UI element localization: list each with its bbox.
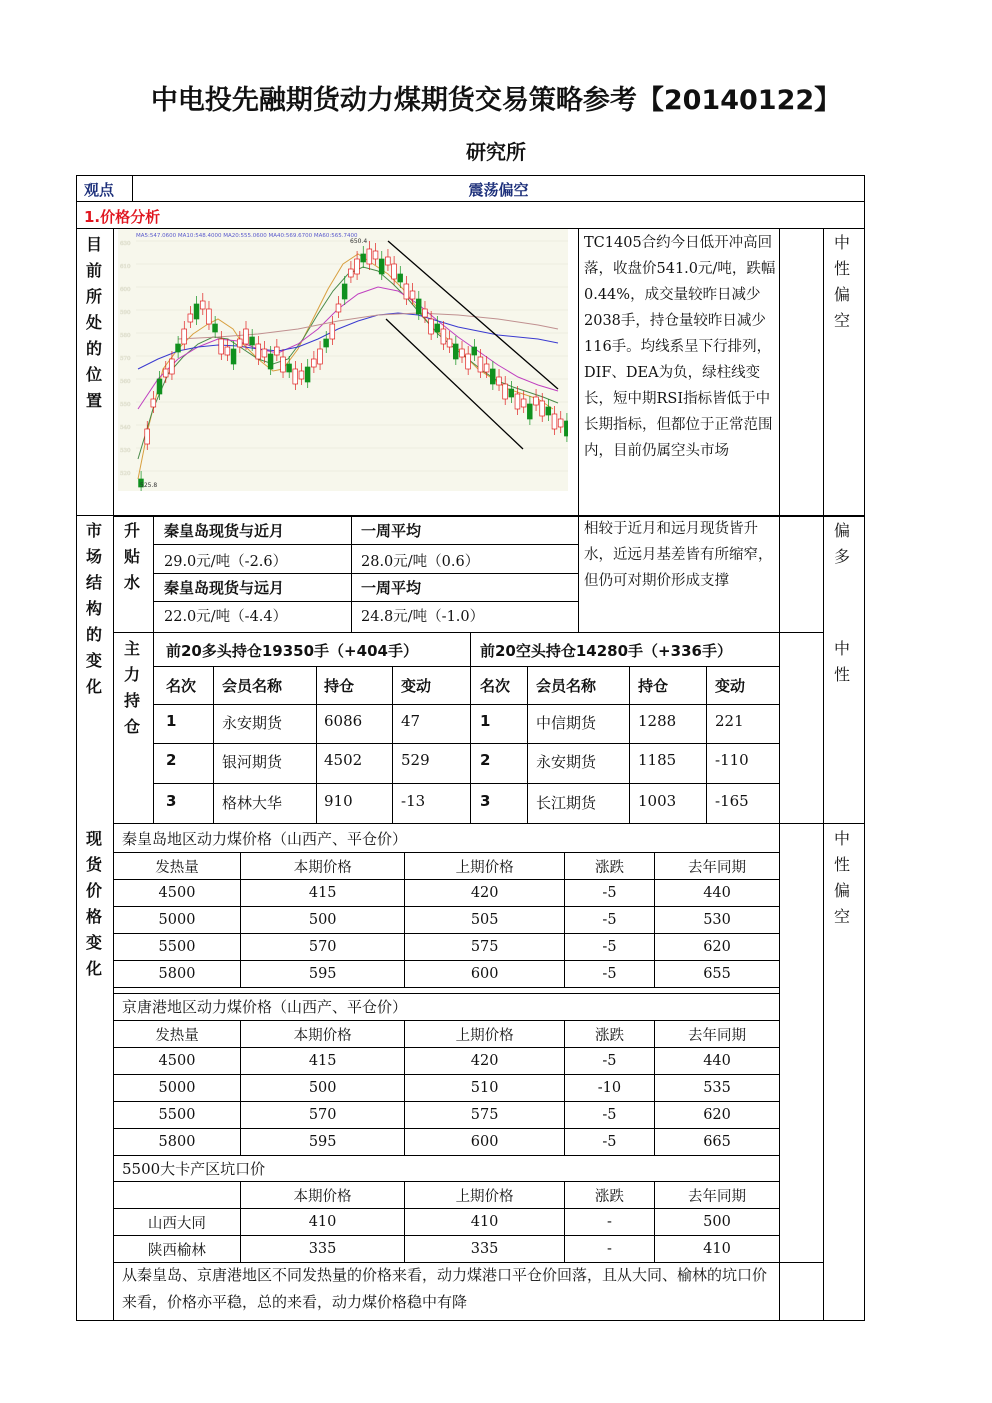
far-label: 秦皇岛现货与远月 (164, 579, 285, 597)
holding-col-member-short: 会员名称 (536, 677, 597, 695)
table-cell: - (564, 1236, 654, 1263)
mine-title: 5500大卡产区坑口价 (122, 1160, 266, 1178)
table-row (114, 961, 780, 988)
chart-y-tick: 540 (120, 425, 131, 431)
candle-body (515, 394, 520, 409)
candle-body (527, 404, 532, 419)
table-cell: -5 (564, 1102, 654, 1129)
candle-body (268, 354, 273, 369)
candle-body (281, 357, 286, 372)
candle-body (398, 274, 403, 282)
candle-body (447, 339, 452, 347)
candle-body (274, 347, 279, 355)
candle-body (231, 349, 236, 364)
candle-body (472, 347, 477, 355)
holding-cell: 1 (166, 712, 177, 730)
holding-cell: 47 (401, 712, 421, 730)
chart-y-tick: 610 (120, 264, 131, 270)
candle-body (182, 329, 187, 344)
candle-body (361, 254, 366, 262)
table-cell: -5 (564, 1129, 654, 1156)
candle-body (466, 354, 471, 369)
candle-body (484, 364, 489, 372)
table-cell: 5000 (114, 907, 241, 934)
table-cell: -5 (564, 880, 654, 907)
candle-body (176, 344, 181, 352)
qhd-title: 秦皇岛地区动力煤价格（山西产、平仓价） (122, 830, 408, 848)
holding-cell: 格林大华 (222, 794, 283, 812)
near-label: 秦皇岛现货与近月 (164, 522, 285, 540)
table-cell: 5000 (114, 1075, 241, 1102)
table-cell: 4500 (114, 1048, 241, 1075)
table-cell: -5 (564, 1048, 654, 1075)
mine-price-table (113, 1181, 780, 1263)
holding-col-position-short: 持仓 (638, 677, 669, 695)
table-header-cell: 上期价格 (405, 853, 565, 880)
table-header-cell: 涨跌 (564, 1021, 654, 1048)
near-value: 29.0元/吨（-2.6） (164, 554, 288, 570)
candle-body (453, 344, 458, 359)
candle-body (262, 349, 267, 357)
chart-y-tick: 550 (120, 402, 131, 408)
table-cell: 410 (655, 1236, 780, 1263)
table-cell: 440 (655, 880, 780, 907)
table-cell: 5800 (114, 1129, 241, 1156)
candle-body (318, 349, 323, 364)
candle-body (244, 329, 249, 344)
position-analysis: TC1405合约今日低开冲高回落，收盘价541.0元/吨，跌幅0.44%，成交量较昨日减少2038手，持仓量较昨日减少116手。均线系呈下行排列，DIF、DEA为负，绿柱线变长，短中期RSI指标皆低于中长期指标，但都位于正常范围内，目前仍属空头市场 (584, 235, 776, 459)
section-price-analysis: 1.价格分析 (84, 208, 161, 226)
candle-body (379, 259, 384, 274)
candle-body (299, 371, 304, 379)
table-cell: 440 (655, 1048, 780, 1075)
long-header: 前20多头持仓19350手（+404手） (166, 642, 418, 660)
candle-body (373, 251, 378, 259)
jtg-title: 京唐港地区动力煤价格（山西产、平仓价） (122, 998, 408, 1016)
view-label: 观点 (84, 181, 115, 199)
table-cell: 415 (240, 1048, 404, 1075)
chart-y-tick: 560 (120, 379, 131, 385)
table-header-cell (114, 1182, 241, 1209)
candle-body (422, 309, 427, 317)
candle-body (256, 344, 261, 359)
candle-body (509, 389, 514, 397)
candle-body (293, 369, 298, 384)
holding-rating: 中性 (833, 639, 850, 684)
table-cell: 535 (655, 1075, 780, 1102)
table-row (114, 934, 780, 961)
chart-y-tick: 520 (120, 471, 131, 477)
candle-body (534, 397, 539, 405)
holding-cell: 2 (166, 751, 177, 769)
table-header-cell: 本期价格 (240, 1182, 405, 1209)
table-row (114, 1236, 780, 1263)
table-cell: 620 (655, 934, 780, 961)
position-rating: 中性偏空 (833, 233, 850, 330)
position-label: 目前所处的位置 (85, 235, 102, 410)
holding-col-change-short: 变动 (715, 677, 746, 695)
candle-body (416, 299, 421, 314)
candlestick-chart (118, 229, 568, 491)
table-cell: 570 (240, 1102, 404, 1129)
holding-cell: 529 (401, 751, 430, 769)
spot-summary: 从秦皇岛、京唐港地区不同发热量的价格来看，动力煤港口平仓价回落，且从大同、榆林的坑口价来看，价格亦平稳，总的来看，动力煤价格稳中有降 (122, 1266, 768, 1311)
jtg-price-table (113, 1020, 780, 1156)
candle-body (342, 284, 347, 299)
holding-cell: 3 (166, 792, 177, 810)
table-cell: 665 (655, 1129, 780, 1156)
candle-body (169, 359, 174, 374)
candle-body (435, 324, 440, 332)
holding-cell: 永安期货 (222, 714, 283, 732)
table-header-cell: 上期价格 (405, 1021, 564, 1048)
table-row (114, 907, 780, 934)
holding-cell: 910 (324, 792, 353, 810)
holding-col-position: 持仓 (324, 677, 355, 695)
table-header-row (114, 853, 780, 880)
holding-cell: 1288 (638, 712, 677, 730)
table-cell: 5500 (114, 934, 241, 961)
candle-body (305, 367, 310, 382)
holding-cell: 6086 (324, 712, 363, 730)
table-header-cell: 去年同期 (655, 853, 780, 880)
candle-body (460, 349, 465, 357)
short-header: 前20空头持仓14280手（+336手） (480, 642, 732, 660)
candle-body (188, 314, 193, 322)
candle-body (287, 364, 292, 372)
table-header-cell: 本期价格 (240, 853, 404, 880)
holding-cell: 221 (715, 712, 744, 730)
candle-body (157, 379, 162, 394)
table-cell: 335 (405, 1236, 565, 1263)
table-row (114, 1102, 780, 1129)
table-header-cell: 本期价格 (240, 1021, 404, 1048)
near-week-value: 28.0元/吨（0.6） (361, 554, 480, 570)
candle-body (478, 357, 483, 372)
chart-y-tick: 530 (120, 448, 131, 454)
table-cell: 600 (405, 1129, 564, 1156)
candle-body (348, 269, 353, 277)
table-cell: 600 (405, 961, 565, 988)
holding-cell: 银河期货 (222, 753, 283, 771)
document-subtitle: 研究所 (466, 140, 526, 164)
table-header-row (114, 1182, 780, 1209)
spot-rating: 中性偏空 (833, 829, 850, 926)
candle-body (219, 339, 224, 354)
candle-body (558, 419, 563, 427)
candle-body (441, 329, 446, 344)
candle-body (194, 304, 199, 319)
table-cell: 510 (405, 1075, 564, 1102)
candle-body (367, 249, 372, 264)
holding-cell: 3 (480, 792, 491, 810)
table-header-cell: 涨跌 (564, 1182, 654, 1209)
table-cell: 500 (240, 1075, 404, 1102)
candle-body (330, 324, 335, 339)
candle-body (250, 337, 255, 345)
candle-body (497, 377, 502, 385)
basis-rating: 偏多 (833, 521, 850, 566)
table-row (114, 1129, 780, 1156)
far-value: 22.0元/吨（-4.4） (164, 609, 288, 625)
candle-body (552, 414, 557, 429)
candle-body (429, 319, 434, 334)
table-header-cell: 涨跌 (564, 853, 654, 880)
chart-high-label: 650.4 (350, 238, 368, 245)
holding-col-change: 变动 (401, 677, 432, 695)
candle-body (151, 399, 156, 407)
holding-col-rank-short: 名次 (480, 677, 511, 695)
holding-cell: 2 (480, 751, 491, 769)
far-week-value: 24.8元/吨（-1.0） (361, 609, 485, 625)
table-cell: 4500 (114, 880, 241, 907)
table-header-cell: 发热量 (114, 1021, 241, 1048)
qhd-price-table (113, 852, 780, 988)
holding-cell: 长江期货 (536, 794, 597, 812)
table-cell: 500 (240, 907, 404, 934)
candle-body (564, 421, 568, 436)
table-cell: 415 (240, 880, 404, 907)
table-cell: -5 (564, 907, 654, 934)
holding-cell: 1003 (638, 792, 677, 810)
candle-body (546, 407, 551, 415)
table-cell: 陕西榆林 (114, 1236, 241, 1263)
table-cell: -5 (564, 961, 654, 988)
spot-label: 现货价格变化 (85, 829, 102, 978)
candle-body (200, 301, 205, 309)
candle-body (355, 259, 360, 274)
table-header-cell: 去年同期 (655, 1182, 780, 1209)
table-cell: 530 (655, 907, 780, 934)
candle-body (521, 399, 526, 407)
candle-body (324, 339, 329, 347)
table-cell: 420 (405, 1048, 564, 1075)
chart-y-tick: 570 (120, 356, 131, 362)
candle-body (206, 309, 211, 324)
candle-body (163, 369, 168, 377)
holding-cell: 永安期货 (536, 753, 597, 771)
candle-body (385, 257, 390, 265)
table-cell: 655 (655, 961, 780, 988)
table-cell: 575 (405, 1102, 564, 1129)
table-cell: 575 (405, 934, 565, 961)
table-cell: 420 (405, 880, 565, 907)
table-header-cell: 上期价格 (405, 1182, 565, 1209)
table-cell: - (564, 1209, 654, 1236)
chart-y-tick: 600 (120, 287, 131, 293)
basis-comment: 相较于近月和远月现货皆升水，近远月基差皆有所缩窄，但仍可对期价形成支撑 (584, 521, 773, 589)
holding-cell: -13 (401, 792, 426, 810)
holding-col-rank: 名次 (166, 677, 197, 695)
holding-col-member: 会员名称 (222, 677, 283, 695)
candle-body (336, 304, 341, 312)
candle-body (404, 284, 409, 299)
candle-body (225, 347, 230, 355)
holding-cell: 中信期货 (536, 714, 597, 732)
holding-label: 主力持仓 (123, 639, 140, 736)
holding-cell: 1185 (638, 751, 677, 769)
candle-body (392, 264, 397, 279)
candle-body (540, 401, 545, 416)
table-cell: 5500 (114, 1102, 241, 1129)
table-cell: 410 (240, 1209, 405, 1236)
table-cell: 570 (240, 934, 404, 961)
chart-legend: MA5:547.0600 MA10:548.4000 MA20:555.0600 MA40:569.6700 MA60:565.7400 (136, 233, 358, 239)
table-row (114, 880, 780, 907)
table-row (114, 1075, 780, 1102)
far-week-label: 一周平均 (361, 579, 422, 597)
basis-label: 升贴水 (123, 521, 140, 592)
holding-cell: -165 (715, 792, 749, 810)
table-cell: -10 (564, 1075, 654, 1102)
table-row (114, 1209, 780, 1236)
candle-body (311, 359, 316, 367)
table-header-cell: 去年同期 (655, 1021, 780, 1048)
candle-body (503, 384, 508, 399)
chart-low-label: 525.8 (140, 482, 158, 489)
candle-body (490, 369, 495, 384)
table-cell: 500 (655, 1209, 780, 1236)
view-value: 震荡偏空 (468, 181, 529, 199)
candle-body (145, 429, 150, 444)
candle-body (237, 339, 242, 347)
chart-y-tick: 590 (120, 310, 131, 316)
holding-cell: 4502 (324, 751, 363, 769)
table-cell: 5800 (114, 961, 241, 988)
table-cell: 595 (240, 1129, 404, 1156)
chart-y-tick: 580 (120, 333, 131, 339)
near-week-label: 一周平均 (361, 522, 422, 540)
table-cell: 620 (655, 1102, 780, 1129)
table-header-row (114, 1021, 780, 1048)
market-label: 市场结构的变化 (85, 521, 102, 696)
table-cell: 595 (240, 961, 404, 988)
holding-cell: 1 (480, 712, 491, 730)
table-cell: -5 (564, 934, 654, 961)
holding-cell: -110 (715, 751, 749, 769)
table-header-cell: 发热量 (114, 853, 241, 880)
candle-body (410, 291, 415, 299)
table-row (114, 1048, 780, 1075)
table-cell: 山西大同 (114, 1209, 241, 1236)
document-title: 中电投先融期货动力煤期货交易策略参考【20140122】 (150, 85, 842, 116)
table-cell: 410 (405, 1209, 565, 1236)
table-cell: 335 (240, 1236, 405, 1263)
chart-y-tick: 630 (120, 241, 131, 247)
candle-body (213, 324, 218, 332)
table-cell: 505 (405, 907, 565, 934)
